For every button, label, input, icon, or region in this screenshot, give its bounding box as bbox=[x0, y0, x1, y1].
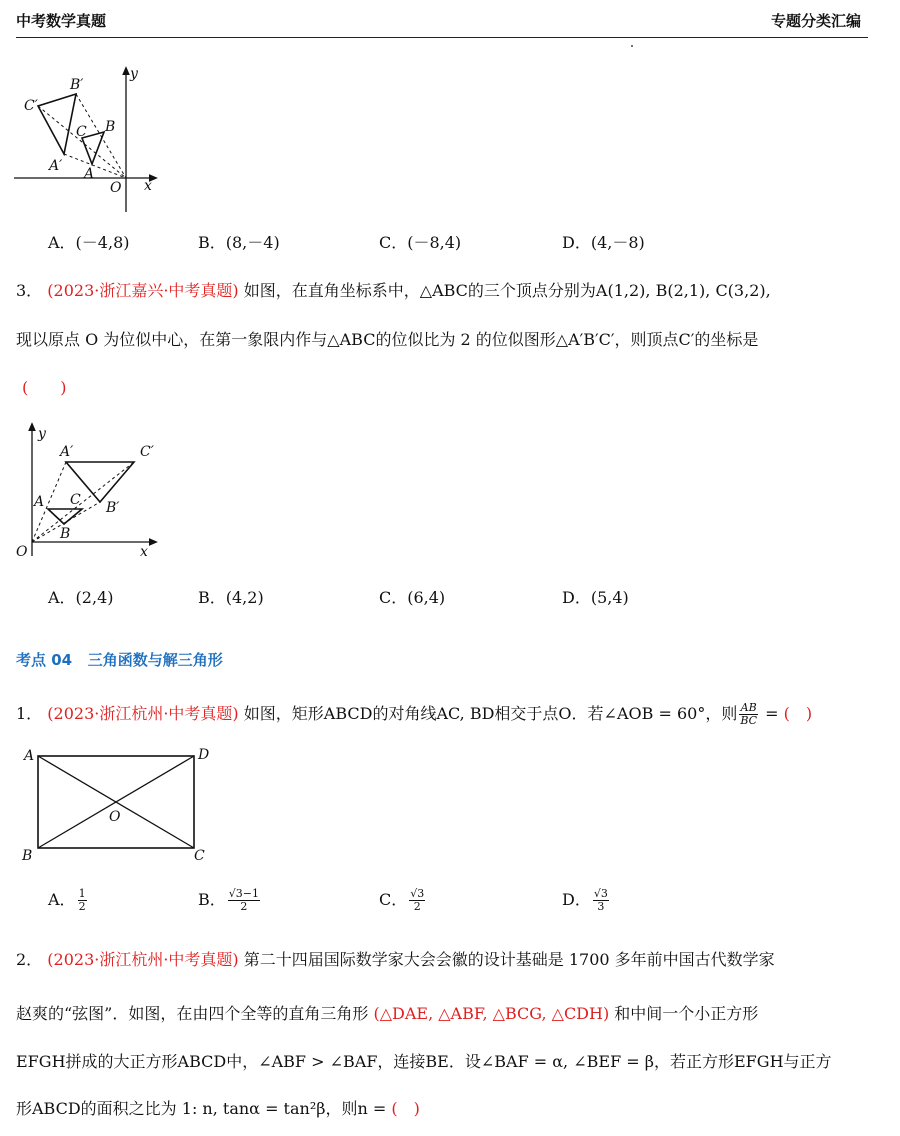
label-C: C bbox=[76, 124, 87, 140]
q3-option-c: C．(6,4) bbox=[379, 588, 446, 607]
header-title-right: 专题分类汇编 bbox=[771, 12, 862, 30]
q3-text-1: 如图，在直角坐标系中，△ABC的三个顶点分别为A(1,2), B(2,1), C(3,2), bbox=[243, 281, 771, 300]
label-B-prime: B′ bbox=[106, 500, 120, 516]
label-C-prime: C′ bbox=[24, 98, 38, 114]
figure-similar-triangles-1 bbox=[14, 62, 174, 222]
q3-source: (2023·浙江嘉兴·中考真题) bbox=[47, 281, 239, 300]
section-heading bbox=[16, 649, 223, 670]
label-D: D bbox=[198, 747, 210, 763]
p1-fraction: $\frac{AB}{BC}$ bbox=[740, 701, 758, 727]
label-A-prime: A′ bbox=[60, 444, 74, 460]
label-A: A bbox=[34, 494, 45, 510]
p2-triangles-list: (△DAE, △ABF, △BCG, △CDH) bbox=[373, 1004, 610, 1023]
p1-equals: = bbox=[760, 704, 784, 723]
label-x: x bbox=[144, 178, 152, 194]
label-B: B bbox=[22, 848, 33, 864]
prev-option-a: A．(－4,8) bbox=[48, 233, 130, 252]
prev-option-b: B．(8,－4) bbox=[198, 233, 280, 252]
label-B-prime: B′ bbox=[70, 77, 84, 93]
p2-answer-blank: ( ) bbox=[391, 1099, 420, 1118]
p2-number: 2． bbox=[16, 950, 43, 969]
section-code: 考点 04 bbox=[16, 651, 73, 669]
p2-text-1: 第二十四届国际数学家大会会徽的设计基础是 1700 多年前中国古代数学家 bbox=[243, 950, 775, 969]
p1-option-d: D． $\frac{√3}{3}$ bbox=[562, 887, 608, 913]
label-C: C bbox=[194, 848, 205, 864]
p1-number: 1． bbox=[16, 704, 43, 723]
q3-option-d: D．(5,4) bbox=[562, 588, 629, 607]
p1-text: 如图，矩形ABCD的对角线AC, BD相交于点O．若∠AOB = 60°，则 bbox=[243, 704, 738, 723]
p2-line2 bbox=[16, 1003, 758, 1025]
q3-answer-blank: ( ) bbox=[22, 378, 67, 397]
p2-line1 bbox=[16, 949, 775, 971]
p1-option-a: A． $\frac{1}{2}$ bbox=[48, 887, 86, 913]
label-O: O bbox=[16, 544, 28, 560]
section-title: 三角函数与解三角形 bbox=[87, 651, 223, 669]
label-x: x bbox=[140, 544, 148, 560]
q3-number: 3． bbox=[16, 281, 43, 300]
p1-line bbox=[16, 702, 812, 727]
label-A-prime: A′ bbox=[49, 158, 63, 174]
prev-option-d: D．(4,－8) bbox=[562, 233, 645, 252]
p2-line3: EFGH拼成的大正方形ABCD中，∠ABF > ∠BAF，连接BE．设∠BAF = α, ∠BEF = β，若正方形EFGH与正方 bbox=[16, 1052, 832, 1071]
p2-text-2a: 赵爽的“弦图”．如图，在由四个全等的直角三角形 bbox=[16, 1004, 369, 1023]
label-O: O bbox=[110, 180, 122, 196]
p1-answer-blank: ( ) bbox=[783, 704, 813, 723]
label-A: A bbox=[84, 166, 95, 182]
label-B: B bbox=[60, 526, 71, 542]
label-y: y bbox=[38, 426, 46, 442]
label-O: O bbox=[109, 809, 121, 825]
p2-text-2c: 和中间一个小正方形 bbox=[614, 1004, 759, 1023]
label-B: B bbox=[105, 119, 116, 135]
q3-line1 bbox=[16, 280, 771, 302]
q3-option-b: B．(4,2) bbox=[198, 588, 264, 607]
label-C-prime: C′ bbox=[140, 444, 154, 460]
p1-option-b: B． $\frac{√3-1}{2}$ bbox=[198, 887, 259, 913]
figure-rectangle bbox=[18, 742, 218, 867]
header-title-left: 中考数学真题 bbox=[16, 12, 107, 30]
header-divider bbox=[16, 37, 868, 38]
label-y: y bbox=[130, 66, 138, 82]
p2-text-4a: 形ABCD的面积之比为 1: n, tanα = tan²β，则n = bbox=[16, 1099, 392, 1118]
p2-line4 bbox=[16, 1098, 420, 1120]
q3-line2: 现以原点 O 为位似中心，在第一象限内作与△ABC的位似比为 2 的位似图形△A′B′C′，则顶点C′的坐标是 bbox=[16, 330, 759, 349]
figure-homothety bbox=[14, 422, 174, 562]
label-C: C bbox=[70, 492, 81, 508]
prev-option-c: C．(－8,4) bbox=[379, 233, 462, 252]
label-A: A bbox=[24, 748, 35, 764]
stray-dot bbox=[631, 45, 633, 47]
p2-source: (2023·浙江杭州·中考真题) bbox=[47, 950, 239, 969]
p1-option-c: C． $\frac{√3}{2}$ bbox=[379, 887, 425, 913]
p1-source: (2023·浙江杭州·中考真题) bbox=[47, 704, 239, 723]
q3-option-a: A．(2,4) bbox=[48, 588, 114, 607]
